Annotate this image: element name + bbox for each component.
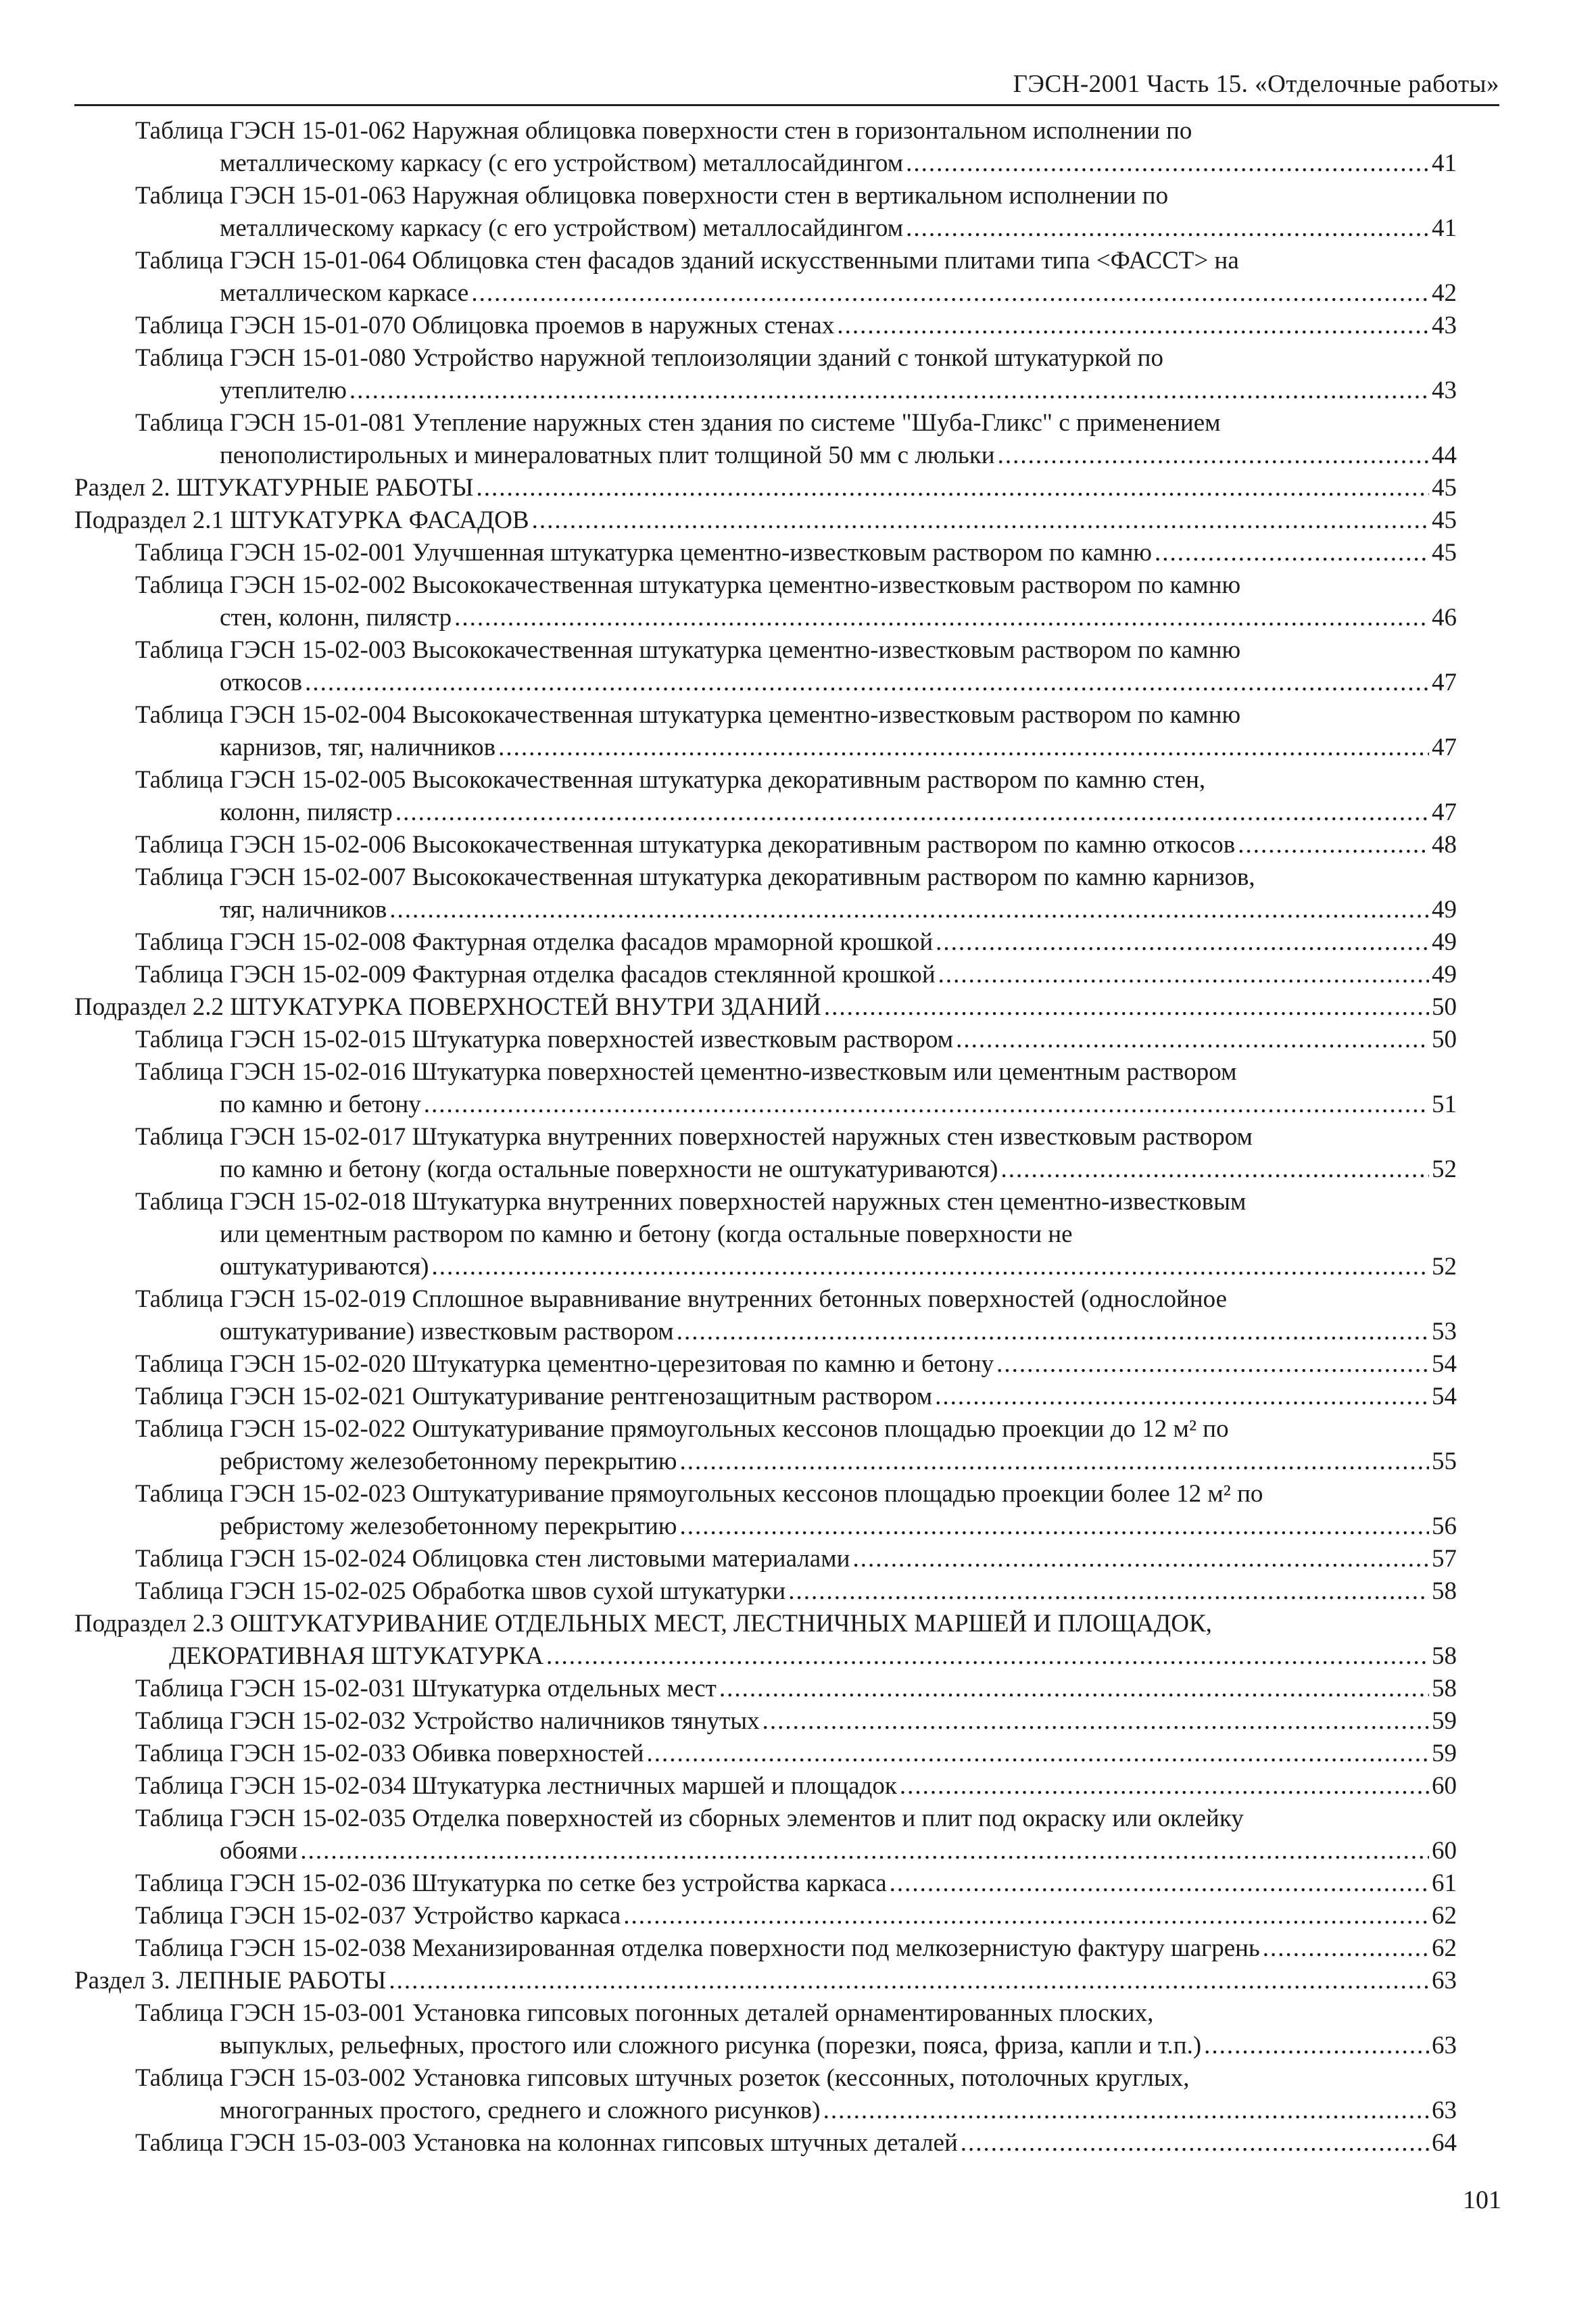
toc-entry-text: Таблица ГЭСН 15-03-003 Установка на колоннах гипсовых штучных деталей [135, 2129, 958, 2157]
toc-page-number: 63 [1432, 1967, 1457, 1995]
toc-entry-line [135, 277, 1457, 310]
toc-entry-text: многогранных простого, среднего и сложного рисунков) [220, 2097, 821, 2124]
toc-page-number: 59 [1432, 1740, 1457, 1767]
toc-table-entry [74, 861, 1457, 926]
toc-entry-line [135, 439, 1457, 472]
toc-entry-text: Таблица ГЭСН 15-02-006 Высококачественная штукатурка декоративным раствором по камню откосов [135, 831, 1236, 859]
toc-entry-text: Раздел 3. ЛЕПНЫЕ РАБОТЫ [74, 1967, 387, 1995]
toc-page-number: 50 [1432, 993, 1457, 1021]
toc-section-entry [74, 504, 1457, 537]
dot-leader [1155, 537, 1429, 569]
toc-entry-line [135, 732, 1457, 764]
toc-page-number: 51 [1432, 1091, 1457, 1118]
toc-page-number: 43 [1432, 377, 1457, 404]
toc-table-entry [74, 1738, 1457, 1770]
toc-entry-text: Таблица ГЭСН 15-01-070 Облицовка проемов в наружных стенах [135, 312, 835, 339]
dot-leader [471, 277, 1429, 310]
toc-entry-text: Таблица ГЭСН 15-02-023 Оштукатуривание прямоугольных кессонов площадью проекции более 12 м² по [135, 1480, 1263, 1508]
toc-entry-line [135, 764, 1457, 796]
toc-entry-text: выпуклых, рельефных, простого или сложного рисунка (порезки, пояса, фриза, капли и т.п.) [220, 2032, 1202, 2059]
toc-table-entry [74, 1705, 1457, 1738]
toc-table-entry [74, 245, 1457, 310]
toc-entry-line [135, 212, 1457, 245]
toc-table-entry [74, 407, 1457, 472]
toc-entry-line [135, 1186, 1457, 1218]
dot-leader [900, 1770, 1429, 1803]
toc-page-number: 49 [1432, 928, 1457, 956]
page-header [74, 62, 1499, 106]
toc-page-number: 53 [1432, 1318, 1457, 1345]
toc-entry-text: Таблица ГЭСН 15-02-037 Устройство каркаса [135, 1902, 621, 1930]
toc-table-entry [74, 1803, 1457, 1867]
toc-page-number: 59 [1432, 1707, 1457, 1735]
toc-entry-text: или цементным раствором по камню и бетону (когда остальные поверхности не [220, 1220, 1073, 1248]
toc-entry-text: Таблица ГЭСН 15-02-002 Высококачественная штукатурка цементно-известковым раствором по камню [135, 571, 1241, 599]
toc-entry-text: Раздел 2. ШТУКАТУРНЫЕ РАБОТЫ [74, 474, 474, 502]
dot-leader [1238, 829, 1429, 861]
toc-table-entry [74, 342, 1457, 407]
toc-page-number: 47 [1432, 734, 1457, 761]
toc-entry-text: утеплителю [220, 377, 347, 404]
dot-leader [935, 1381, 1429, 1413]
toc-entry-line [135, 1835, 1457, 1867]
toc-entry-text: Таблица ГЭСН 15-01-062 Наружная облицовка поверхности стен в горизонтальном исполнении по [135, 117, 1192, 145]
toc-table-entry [74, 1997, 1457, 2062]
dot-leader [305, 667, 1429, 699]
toc-page-number: 58 [1432, 1642, 1457, 1670]
toc-table-entry [74, 2127, 1457, 2159]
toc-page-number: 45 [1432, 474, 1457, 502]
toc-table-entry [74, 1932, 1457, 1965]
toc-entry-line [135, 1673, 1457, 1705]
toc-page-number: 57 [1432, 1545, 1457, 1573]
toc-entry-line [135, 634, 1457, 667]
toc-entry-line [135, 1316, 1457, 1348]
toc-table-entry [74, 634, 1457, 699]
dot-leader [938, 959, 1429, 991]
toc-table-entry [74, 1867, 1457, 1900]
dot-leader [956, 1024, 1429, 1056]
dot-leader [477, 472, 1429, 504]
toc-entry-text: стен, колонн, пилястр [220, 604, 452, 631]
toc-entry-line [135, 1413, 1457, 1446]
toc-entry-text: Таблица ГЭСН 15-02-017 Штукатурка внутренних поверхностей наружных стен известковым раствором [135, 1123, 1253, 1151]
dot-leader [823, 2095, 1429, 2127]
toc-entry-text: ребристому железобетонному перекрытию [220, 1512, 677, 1540]
toc-page-number: 50 [1432, 1026, 1457, 1053]
toc-page-number: 56 [1432, 1512, 1457, 1540]
toc-page-number: 54 [1432, 1350, 1457, 1378]
toc-entry-line [135, 894, 1457, 926]
toc-table-entry [74, 1056, 1457, 1121]
dot-leader [389, 894, 1429, 926]
dot-leader [532, 504, 1429, 537]
toc-entry-line [135, 1803, 1457, 1835]
toc-entry-line [135, 375, 1457, 407]
toc-table-entry [74, 1024, 1457, 1056]
toc-table-entry [74, 1478, 1457, 1543]
dot-leader [1263, 1932, 1429, 1965]
toc-table-entry [74, 764, 1457, 829]
toc-entry-text: Таблица ГЭСН 15-02-031 Штукатурка отдельных мест [135, 1675, 717, 1702]
toc-entry-text: карнизов, тяг, наличников [220, 734, 496, 761]
toc-page-number: 63 [1432, 2032, 1457, 2059]
toc-entry-line [135, 1089, 1457, 1121]
toc-entry-text: Таблица ГЭСН 15-02-036 Штукатурка по сетке без устройства каркаса [135, 1869, 887, 1897]
toc-table-entry [74, 537, 1457, 569]
dot-leader [677, 1316, 1429, 1348]
dot-leader [961, 2127, 1429, 2159]
toc-entry-line [135, 1446, 1457, 1478]
dot-leader [996, 1348, 1429, 1381]
dot-leader [936, 926, 1429, 959]
toc-entry-line [135, 829, 1457, 861]
dot-leader [1204, 2030, 1429, 2062]
toc-entry-line [135, 1024, 1457, 1056]
toc-entry-text: металлическом каркасе [220, 279, 469, 307]
toc-entry-line [135, 1867, 1457, 1900]
toc-entry-text: Таблица ГЭСН 15-02-024 Облицовка стен листовыми материалами [135, 1545, 850, 1573]
toc-page-number: 54 [1432, 1383, 1457, 1410]
toc-entry-text: Таблица ГЭСН 15-02-008 Фактурная отделка фасадов мраморной крошкой [135, 928, 934, 956]
toc-table-entry [74, 2062, 1457, 2127]
toc-entry-text: пенополистирольных и минераловатных плит толщиной 50 мм с люльки [220, 441, 995, 469]
toc-entry-text: металлическому каркасу (с его устройством) металлосайдингом [220, 149, 904, 177]
toc-entry-line [135, 115, 1457, 147]
toc-entry-line [135, 1510, 1457, 1543]
toc-entry-text: колонн, пилястр [220, 798, 393, 826]
toc-page-number: 41 [1432, 214, 1457, 242]
toc-page-number: 52 [1432, 1253, 1457, 1281]
toc-entry-text: оштукатуривание) известковым раствором [220, 1318, 674, 1345]
toc-page-number: 58 [1432, 1577, 1457, 1605]
toc-page-number: 46 [1432, 604, 1457, 631]
toc-entry-line [135, 1900, 1457, 1932]
toc-entry-text: Подраздел 2.1 ШТУКАТУРКА ФАСАДОВ [74, 506, 529, 534]
toc-section-entry [74, 1608, 1457, 1673]
dot-leader [498, 732, 1429, 764]
toc-entry-line [135, 407, 1457, 439]
dot-leader [998, 439, 1429, 472]
toc-page-number: 58 [1432, 1675, 1457, 1702]
toc-entry-line [135, 1283, 1457, 1316]
toc-entry-text: Таблица ГЭСН 15-01-063 Наружная облицовка поверхности стен в вертикальном исполнении по [135, 182, 1169, 210]
toc-entry-line [135, 1056, 1457, 1089]
toc-page-number: 43 [1432, 312, 1457, 339]
dot-leader [906, 212, 1429, 245]
page-number: 101 [1463, 2186, 1501, 2214]
header-title: ГЭСН-2001 Часть 15. «Отделочные работы» [1013, 70, 1499, 98]
toc-entry-text: Подраздел 2.2 ШТУКАТУРКА ПОВЕРХНОСТЕЙ ВНУТРИ ЗДАНИЙ [74, 993, 821, 1021]
toc-entry-line [74, 1965, 1457, 1997]
toc-page-number: 44 [1432, 441, 1457, 469]
toc-entry-text: Таблица ГЭСН 15-02-025 Обработка швов сухой штукатурки [135, 1577, 786, 1605]
toc-entry-line [135, 1348, 1457, 1381]
toc-table-entry [74, 180, 1457, 245]
toc-table-entry [74, 699, 1457, 764]
toc-entry-text: металлическому каркасу (с его устройством) металлосайдингом [220, 214, 904, 242]
dot-leader [647, 1738, 1429, 1770]
toc-entry-text: Таблица ГЭСН 15-02-019 Сплошное выравнивание внутренних бетонных поверхностей (однослойное [135, 1285, 1228, 1313]
toc-page-number: 64 [1432, 2129, 1457, 2157]
toc-entry-text: Таблица ГЭСН 15-02-018 Штукатурка внутренних поверхностей наружных стен цементно-известковым [135, 1188, 1247, 1216]
toc-entry-line [135, 1218, 1457, 1251]
toc-entry-line [135, 1770, 1457, 1803]
toc-entry-text: Таблица ГЭСН 15-02-004 Высококачественная штукатурка цементно-известковым раствором по камню [135, 701, 1241, 729]
toc-entry-text: Таблица ГЭСН 15-02-038 Механизированная отделка поверхности под мелкозернистую фактуру шагрень [135, 1934, 1260, 1962]
toc-page-number: 62 [1432, 1934, 1457, 1962]
toc-entry-line [135, 2062, 1457, 2095]
toc-entry-line [135, 1543, 1457, 1575]
toc-entry-text: Таблица ГЭСН 15-02-003 Высококачественная штукатурка цементно-известковым раствором по камню [135, 636, 1241, 664]
toc-entry-line [135, 245, 1457, 277]
dot-leader [623, 1900, 1429, 1932]
toc-table-entry [74, 569, 1457, 634]
dot-leader [1000, 1153, 1429, 1186]
toc-entry-text: обоями [220, 1837, 298, 1865]
toc-page-number: 61 [1432, 1869, 1457, 1897]
toc-entry-text: по камню и бетону (когда остальные поверхности не оштукатуриваются) [220, 1155, 998, 1183]
toc-entry-text: Таблица ГЭСН 15-01-080 Устройство наружной теплоизоляции зданий с тонкой штукатуркой по [135, 344, 1163, 372]
toc-page-number: 45 [1432, 506, 1457, 534]
toc-page-number: 48 [1432, 831, 1457, 859]
toc-entry-line [135, 180, 1457, 212]
toc-page-number: 47 [1432, 669, 1457, 696]
toc-table-entry [74, 1121, 1457, 1186]
toc-entry-text: Подраздел 2.3 ОШТУКАТУРИВАНИЕ ОТДЕЛЬНЫХ МЕСТ, ЛЕСТНИЧНЫХ МАРШЕЙ И ПЛОЩАДОК, [74, 1610, 1212, 1638]
toc-entry-line [74, 472, 1457, 504]
toc-entry-line [135, 147, 1457, 180]
toc-entry-text: Таблица ГЭСН 15-02-034 Штукатурка лестничных маршей и площадок [135, 1772, 897, 1800]
toc-entry-line [135, 1997, 1457, 2030]
toc-entry-line [135, 602, 1457, 634]
toc-page-number: 52 [1432, 1155, 1457, 1183]
toc-entry-text: Таблица ГЭСН 15-03-002 Установка гипсовых штучных розеток (кессонных, потолочных круглых, [135, 2064, 1190, 2092]
toc-entry-text: Таблица ГЭСН 15-02-005 Высококачественная штукатурка декоративным раствором по камню стен, [135, 766, 1206, 794]
dot-leader [719, 1673, 1429, 1705]
dot-leader [679, 1510, 1429, 1543]
toc-page-number: 49 [1432, 896, 1457, 924]
toc-entry-line [135, 1478, 1457, 1510]
toc-entry-line [135, 569, 1457, 602]
toc-entry-line [135, 667, 1457, 699]
toc-entry-line [135, 537, 1457, 569]
dot-leader [349, 375, 1429, 407]
toc-entry-text: Таблица ГЭСН 15-02-032 Устройство наличников тянутых [135, 1707, 760, 1735]
toc-entry-line [135, 926, 1457, 959]
toc-table-entry [74, 959, 1457, 991]
toc-page-number: 60 [1432, 1837, 1457, 1865]
toc-page-number: 49 [1432, 961, 1457, 988]
dot-leader [852, 1543, 1429, 1575]
toc-table-entry [74, 115, 1457, 180]
dot-leader [424, 1089, 1429, 1121]
toc-page-number: 63 [1432, 2097, 1457, 2124]
toc-section-entry [74, 991, 1457, 1024]
toc-table-entry [74, 1283, 1457, 1348]
toc-section-entry [74, 1965, 1457, 1997]
toc-table-entry [74, 1543, 1457, 1575]
toc-table-entry [74, 310, 1457, 342]
dot-leader [431, 1251, 1429, 1283]
dot-leader [788, 1575, 1429, 1608]
dot-leader [454, 602, 1429, 634]
toc-entry-text: Таблица ГЭСН 15-03-001 Установка гипсовых погонных деталей орнаментированных плоских, [135, 1999, 1154, 2027]
toc-entry-text: ребристому железобетонному перекрытию [220, 1448, 677, 1475]
toc-table-entry [74, 1413, 1457, 1478]
toc-table-entry [74, 926, 1457, 959]
toc-entry-line [135, 2095, 1457, 2127]
toc-entry-line [74, 1640, 1457, 1673]
toc-entry-text: откосов [220, 669, 303, 696]
toc-entry-text: Таблица ГЭСН 15-02-009 Фактурная отделка фасадов стеклянной крошкой [135, 961, 936, 988]
toc-entry-text: Таблица ГЭСН 15-02-007 Высококачественная штукатурка декоративным раствором по камню карнизов, [135, 863, 1255, 891]
toc-table-entry [74, 1575, 1457, 1608]
table-of-contents [74, 115, 1457, 2159]
toc-entry-text: Таблица ГЭСН 15-01-064 Облицовка стен фасадов зданий искусственными плитами типа <ФАССТ> на [135, 247, 1239, 275]
toc-table-entry [74, 1900, 1457, 1932]
toc-entry-text: Таблица ГЭСН 15-02-022 Оштукатуривание прямоугольных кессонов площадью проекции до 12 м² по [135, 1415, 1229, 1443]
toc-entry-line [135, 1153, 1457, 1186]
toc-entry-text: тяг, наличников [220, 896, 387, 924]
toc-section-entry [74, 472, 1457, 504]
dot-leader [824, 991, 1429, 1024]
toc-table-entry [74, 1673, 1457, 1705]
toc-entry-line [135, 1575, 1457, 1608]
toc-entry-text: Таблица ГЭСН 15-02-020 Штукатурка цементно-церезитовая по камню и бетону [135, 1350, 994, 1378]
toc-table-entry [74, 1348, 1457, 1381]
dot-leader [395, 796, 1429, 829]
toc-entry-text: Таблица ГЭСН 15-01-081 Утепление наружных стен здания по системе "Шуба-Гликс" с применением [135, 409, 1221, 437]
toc-entry-line [135, 2030, 1457, 2062]
toc-table-entry [74, 1186, 1457, 1283]
toc-entry-line [74, 1608, 1457, 1640]
dot-leader [906, 147, 1429, 180]
toc-entry-line [135, 1121, 1457, 1153]
toc-entry-text: ДЕКОРАТИВНАЯ ШТУКАТУРКА [169, 1642, 544, 1670]
dot-leader [300, 1835, 1429, 1867]
toc-entry-line [135, 796, 1457, 829]
toc-entry-text: Таблица ГЭСН 15-02-001 Улучшенная штукатурка цементно-известковым раствором по камню [135, 539, 1153, 567]
toc-entry-line [135, 342, 1457, 375]
toc-entry-text: Таблица ГЭСН 15-02-033 Обивка поверхностей [135, 1740, 644, 1767]
toc-table-entry [74, 1770, 1457, 1803]
toc-page-number: 47 [1432, 798, 1457, 826]
toc-page-number: 41 [1432, 149, 1457, 177]
toc-entry-line [135, 2127, 1457, 2159]
dot-leader [837, 310, 1429, 342]
toc-entry-text: по камню и бетону [220, 1091, 421, 1118]
dot-leader [890, 1867, 1429, 1900]
toc-entry-line [135, 1251, 1457, 1283]
dot-leader [763, 1705, 1429, 1738]
toc-entry-line [135, 310, 1457, 342]
toc-entry-text: Таблица ГЭСН 15-02-016 Штукатурка поверхностей цементно-известковым или цементным раствором [135, 1058, 1237, 1086]
dot-leader [546, 1640, 1429, 1673]
toc-entry-line [135, 861, 1457, 894]
toc-page-number: 55 [1432, 1448, 1457, 1475]
toc-table-entry [74, 1381, 1457, 1413]
toc-entry-text: оштукатуриваются) [220, 1253, 429, 1281]
dot-leader [389, 1965, 1429, 1997]
toc-entry-line [135, 1738, 1457, 1770]
toc-table-entry [74, 829, 1457, 861]
toc-entry-line [135, 1381, 1457, 1413]
toc-entry-line [74, 991, 1457, 1024]
toc-page-number: 60 [1432, 1772, 1457, 1800]
toc-entry-line [135, 1705, 1457, 1738]
toc-page-number: 45 [1432, 539, 1457, 567]
toc-entry-text: Таблица ГЭСН 15-02-021 Оштукатуривание рентгенозащитным раствором [135, 1383, 933, 1410]
toc-page-number: 62 [1432, 1902, 1457, 1930]
toc-entry-line [135, 1932, 1457, 1965]
toc-entry-line [135, 699, 1457, 732]
dot-leader [679, 1446, 1429, 1478]
toc-entry-line [74, 504, 1457, 537]
toc-page-number: 42 [1432, 279, 1457, 307]
toc-entry-line [135, 959, 1457, 991]
toc-entry-text: Таблица ГЭСН 15-02-035 Отделка поверхностей из сборных элементов и плит под окраску или оклейку [135, 1805, 1244, 1832]
toc-entry-text: Таблица ГЭСН 15-02-015 Штукатурка поверхностей известковым раствором [135, 1026, 954, 1053]
